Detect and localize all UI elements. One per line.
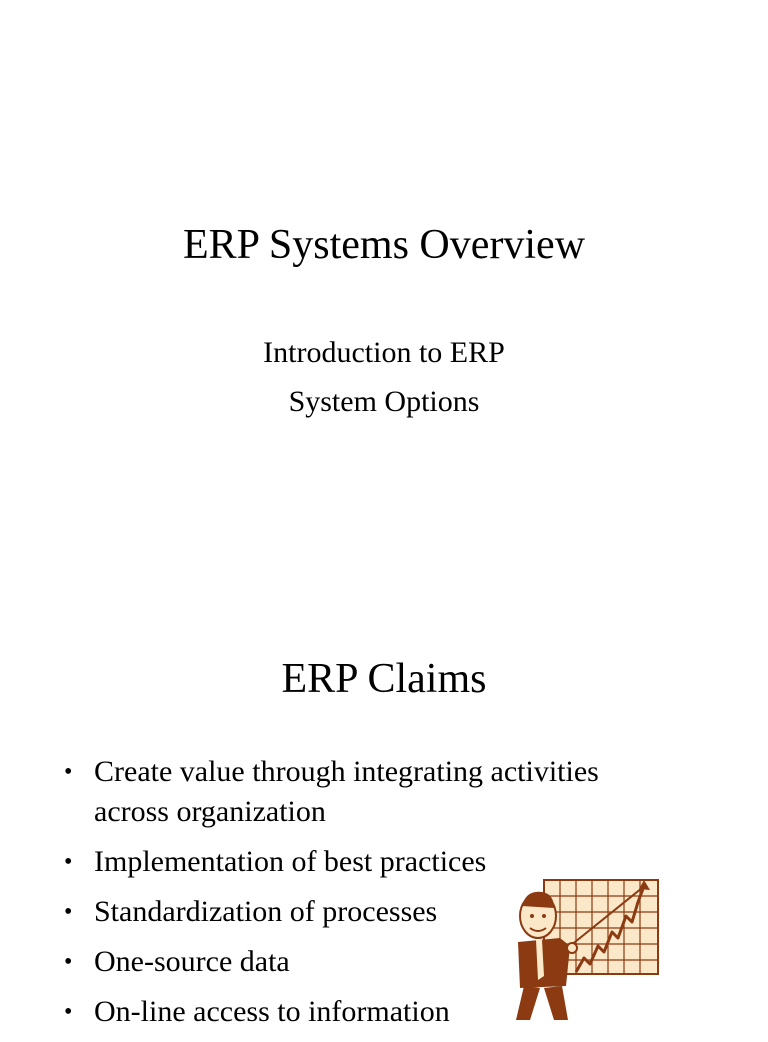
bullet-dot: • <box>64 849 73 875</box>
subtitle-line-introduction: Introduction to ERP <box>263 336 505 369</box>
bullet-dot: • <box>64 949 73 975</box>
bullet-text: Standardization of processes <box>94 895 438 928</box>
presenter-with-growth-chart-icon <box>510 876 664 1024</box>
bullet-text: Create value through integrating activities <box>94 755 599 788</box>
slide-title: ERP Systems Overview <box>182 222 586 268</box>
bullet-item <box>60 752 700 832</box>
slide-title: ERP Claims <box>281 656 487 702</box>
bullet-text: One-source data <box>94 945 290 978</box>
bullet-text: On-line access to information <box>94 995 450 1028</box>
bullet-dot: • <box>64 759 73 785</box>
bullet-dot: • <box>64 899 73 925</box>
slide-erp-claims <box>0 580 768 1028</box>
subtitle-line-options: System Options <box>288 385 480 418</box>
bullet-text: Implementation of best practices <box>94 845 487 878</box>
bullet-text-continued: across organization <box>94 795 326 828</box>
bullet-dot: • <box>64 999 73 1025</box>
